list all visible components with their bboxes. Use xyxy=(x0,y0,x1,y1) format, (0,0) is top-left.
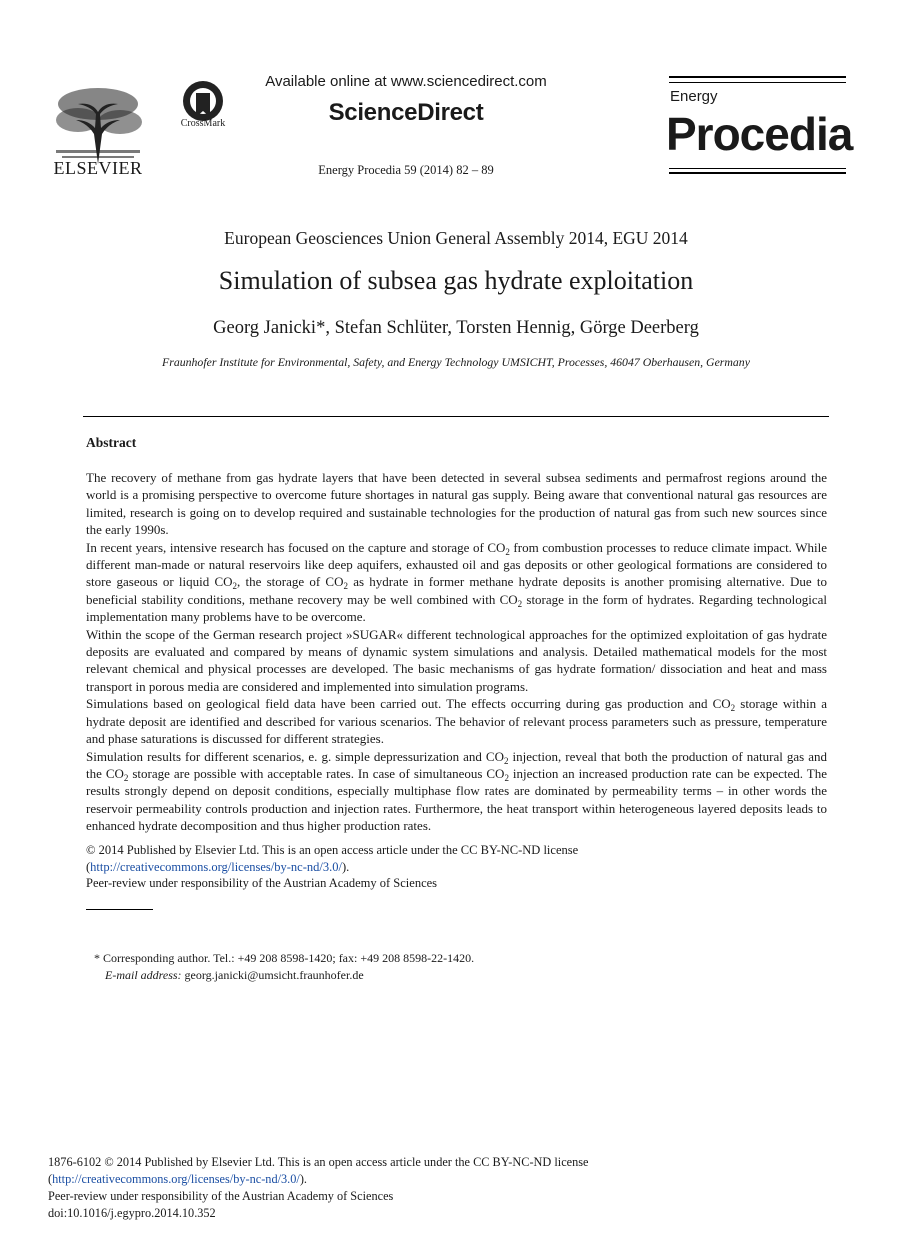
corresponding-author-footnote xyxy=(94,950,794,983)
license-link[interactable]: http://creativecommons.org/licenses/by-nc-nd/3.0/ xyxy=(90,859,342,874)
conference-name: European Geosciences Union General Assembly 2014, EGU 2014 xyxy=(224,228,688,248)
text-run: In recent years, intensive research has focused on the capture and storage of CO xyxy=(86,539,506,555)
peer-review-notice: Peer-review under responsibility of the Austrian Academy of Sciences xyxy=(86,876,438,890)
publisher-name: ELSEVIER xyxy=(53,158,143,178)
paren: ). xyxy=(299,1172,307,1186)
corresponding-text: Corresponding author. Tel.: +49 208 8598-1420; fax: +49 208 8598-22-1420. xyxy=(103,951,475,965)
subscript: 2 xyxy=(123,772,129,783)
footer-peer-review: Peer-review under responsibility of the Austrian Academy of Sciences xyxy=(48,1189,394,1203)
text-run: as hydrate in former methane hydrate deposits is another promising alternative. Due to beneficial stability conditions, methane recovery may be well combined with CO xyxy=(86,574,828,607)
page-footer xyxy=(48,1154,848,1222)
text-run: Simulations based on geological field data have been carried out. The effects occurring during gas production and CO xyxy=(86,696,731,712)
procedia-rule-bottom-thin xyxy=(669,168,846,169)
footer-license: 1876-6102 © 2014 Published by Elsevier Ltd. This is an open access article under the CC BY-NC-ND license xyxy=(48,1155,589,1169)
footnote-star: * xyxy=(94,951,100,965)
subscript: 2 xyxy=(503,755,509,766)
procedia-rule-top xyxy=(669,76,846,78)
abstract-paragraph-5 xyxy=(86,748,827,835)
email-line xyxy=(94,967,794,984)
text-run: from combustion processes to reduce climate impact. While different man-made or natural reservoirs like deep aquifers, exhausted oil and gas deposits or other geological formations are considered to store gaseous or liquid CO xyxy=(86,539,827,590)
header-divider xyxy=(83,416,829,417)
journal-reference: Energy Procedia 59 (2014) 82 – 89 xyxy=(318,163,494,177)
subscript: 2 xyxy=(517,598,523,609)
footnote-divider xyxy=(86,909,153,910)
email-label: E-mail address: xyxy=(105,967,182,982)
paren: ( xyxy=(48,1172,53,1186)
license-link-line xyxy=(86,859,827,876)
paren: ). xyxy=(341,859,350,874)
copyright-notice xyxy=(86,842,827,875)
text-run: injection an increased production rate can be expected. The results strongly depend on deposit conditions, especially multiphase flow rates are dominated by permeability terms – in other words the reservoir permeability controls production and injection rates. Furthermore, the heat transport within heterogeneous layered deposits leads to enhanced hydrate decomposition and thus higher production rates. xyxy=(86,765,827,834)
affiliation: Fraunhofer Institute for Environmental, Safety, and Energy Technology UMSICHT, Processes, 46047 Oberhausen, Germany xyxy=(162,355,750,369)
crossmark-label: CrossMark xyxy=(180,118,226,129)
abstract-paragraph-3: Within the scope of the German research project »SUGAR« different technological approaches for the optimized exploitation of gas hydrate deposits are evaluated and compared by means of dynamic system simulations and analysis. Detailed mathematical models for the most relevant chemical and physical processes are developed. The basic mechanisms of gas hydrate formation/ dissociation and heat and mass transport in porous media are considered and implemented into simulation programs. xyxy=(86,626,827,694)
text-run: storage in the form of hydrates. Regarding technological implementation many problems have to be overcome. xyxy=(86,591,827,625)
subscript: 2 xyxy=(343,581,348,592)
sciencedirect-logo[interactable]: ScienceDirect xyxy=(328,99,484,126)
subscript: 2 xyxy=(232,581,238,592)
abstract-paragraph-4 xyxy=(86,695,827,747)
footer-link-line xyxy=(48,1171,848,1188)
text-run: injection, reveal that both the production of natural gas and the CO xyxy=(86,748,827,781)
abstract-heading: Abstract xyxy=(86,435,137,450)
procedia-rule-top-thin xyxy=(669,82,846,83)
email-address[interactable]: georg.janicki@umsicht.fraunhofer.de xyxy=(184,967,364,982)
procedia-logo: Procedia xyxy=(666,108,853,160)
subscript: 2 xyxy=(505,546,510,557)
corresponding-line xyxy=(94,950,794,967)
procedia-rule-bottom xyxy=(669,172,846,174)
text-run: storage within a hydrate deposit are identified and described for various scenarios. The behavior of relevant process parameters such as pressure, temperature and phase saturations is discussed for different strategies. xyxy=(86,696,827,747)
subscript: 2 xyxy=(730,703,736,714)
doi[interactable]: doi:10.1016/j.egypro.2014.10.352 xyxy=(48,1206,216,1220)
footer-license-link[interactable]: http://creativecommons.org/licenses/by-nc-nd/3.0/ xyxy=(52,1172,300,1186)
subscript: 2 xyxy=(504,772,509,783)
paren: ( xyxy=(86,859,91,874)
author-list: Georg Janicki*, Stefan Schlüter, Torsten Hennig, Görge Deerberg xyxy=(213,318,699,338)
abstract-paragraph-2 xyxy=(86,539,827,626)
text-run: storage are possible with acceptable rates. In case of simultaneous CO xyxy=(128,765,505,781)
abstract-body xyxy=(86,469,827,835)
available-online-text[interactable]: Available online at www.sciencedirect.com xyxy=(265,73,547,90)
text-run: , the storage of CO xyxy=(237,574,344,590)
procedia-energy-label: Energy xyxy=(670,88,718,105)
copyright-text: © 2014 Published by Elsevier Ltd. This is an open access article under the CC BY-NC-ND license xyxy=(86,843,579,857)
paper-title: Simulation of subsea gas hydrate exploitation xyxy=(218,266,694,295)
text-run: Simulation results for different scenarios, e. g. simple depressurization and CO xyxy=(86,748,504,764)
abstract-paragraph-1: The recovery of methane from gas hydrate layers that have been detected in several subsea sediments and permafrost regions around the world is a promising perspective to overcome future shortages in natural gas supply. Being aware that conventional natural gas resources are limited, research is going on to develop required and sustainable technologies for the production of natural gas from such new sources since the early 1990s. xyxy=(86,470,827,538)
